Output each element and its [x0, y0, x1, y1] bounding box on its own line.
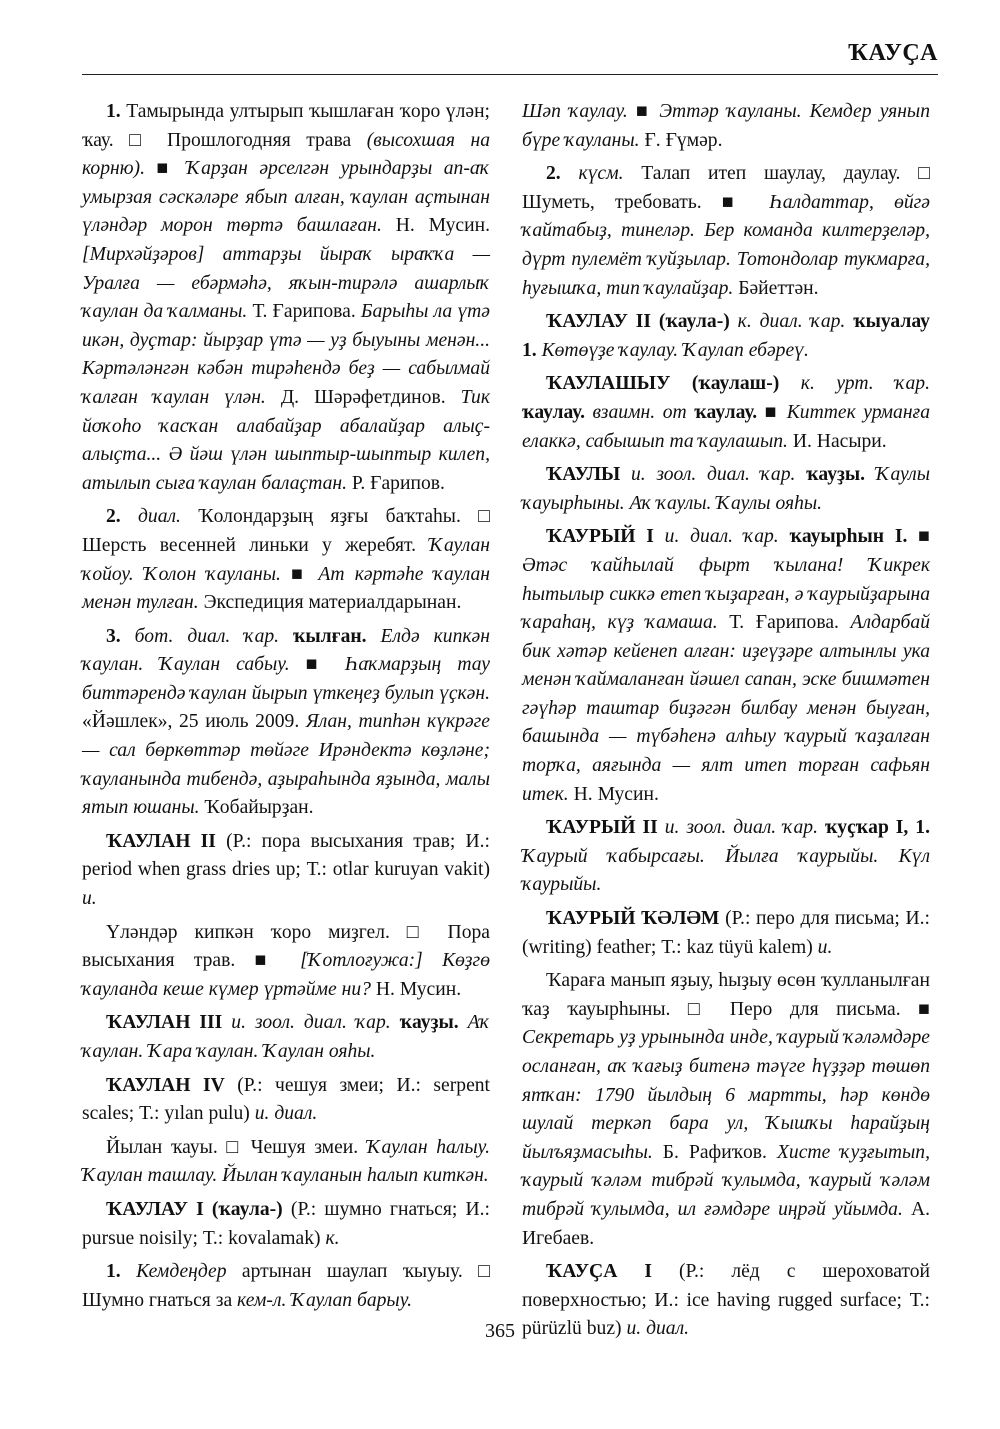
dictionary-entry: [82, 1072, 490, 1129]
definition-text: ■: [627, 101, 660, 122]
definition-text: [779, 526, 790, 547]
definition-text: [658, 817, 665, 838]
dictionary-entry: [522, 308, 930, 365]
headword: ҠАУЛАШЫУ (ҡаулаш-): [546, 373, 780, 395]
example-text: Хисте ҡуҙғытып, ҡаурый ҡәләм тибрәй ҡулымда, ҡаурый ҡәләм тибрәй ҡулымда, ил ғәмдәре иңрәй уйымда.: [522, 1141, 930, 1220]
definition-text: [620, 464, 631, 485]
headword: ҠАУҪА I: [546, 1261, 652, 1283]
dictionary-entry: [522, 98, 930, 155]
headword: ҠАУЛАН IV: [106, 1074, 225, 1096]
definition-text: Т. Ғарипова.: [717, 612, 851, 634]
definition-text: (Р.: пора высыхания трав; И.: period when grass dries up; Т.: otlar kuruyan vakit): [82, 830, 490, 881]
definition-text: [654, 526, 665, 547]
sense-number: 1.: [106, 101, 121, 122]
example-text: к.: [325, 1227, 340, 1249]
example-text: Аҡ ҡаулан. Ҡара ҡаулан. Ҡаулан ояһы.: [82, 1012, 490, 1062]
headword: ҠАУРЫЙ II: [546, 817, 658, 839]
dictionary-entry: [82, 1009, 490, 1066]
example-text: кем-л. Ҡаулап барыу.: [237, 1289, 413, 1311]
example-text: Ялан, типһән күкрәге — сал бөркөттәр төйәге Ирәндектә көҙләне; ҡауланында тибендә, аҙыраһында яҙында, малы ятып юшаны.: [82, 711, 491, 819]
definition-text: [121, 506, 138, 527]
definition-text: ■: [289, 654, 345, 676]
definition-text: [121, 1261, 136, 1282]
example-text: Һаҡмарҙың тау биттәрендә ҡаулан йырып үткеңеҙ булып үҫкән.: [82, 654, 490, 704]
definition-text: [121, 626, 135, 647]
example-text: Ҡаулы ҡауырһыны. Аҡ ҡаулы. Ҡаулы ояһы.: [522, 464, 930, 514]
example-text: Ҡаулан һалыу. Ҡаулан ташлау. Йылан ҡауланын һалып киткән.: [82, 1136, 490, 1187]
definition-text: И. Насыри.: [787, 430, 887, 452]
example-text: Кемдеңдер: [136, 1261, 227, 1283]
example-text: и. диал.: [254, 1103, 318, 1125]
definition-text: (Р.: шумно гнаться; И.: pursue noisily; Т.: kovalamak): [82, 1198, 490, 1249]
definition-text: [730, 311, 738, 332]
example-text: Тик йоҡоһо ҡасҡан алабайҙар абалайҙар алыҫ-алыҫта... Ә йәш үлән шыптыр-шыптыр килеп, атылып сыға ҡаулан балаҫтан.: [82, 386, 490, 494]
definition-text: [459, 1012, 468, 1033]
definition-text: [585, 402, 593, 423]
example-text: взаимн. от: [592, 401, 687, 423]
definition-text: [367, 626, 381, 647]
definition-text: [561, 163, 579, 184]
sense-number: 2.: [546, 163, 561, 185]
definition-text: Р. Ғарипов.: [347, 472, 445, 494]
example-text: к. диал. ҡар.: [737, 311, 846, 333]
example-text: (высохшая на корню).: [82, 129, 490, 180]
definition-text: (Р.: лёд с шероховатой поверхностью; И.: ice having rugged surface; Т.: pürüzlü buz): [522, 1261, 930, 1340]
definition-text: Н. Мусин.: [370, 978, 462, 1000]
definition-text: Талап итеп шаулау, даулау. □ Шуметь, требовать. ■: [522, 163, 930, 213]
headword: ҡыуалау 1.: [522, 311, 930, 361]
definition-text: Н. Мусин.: [381, 215, 490, 237]
sense-number: 1.: [106, 1261, 121, 1283]
example-text: [Ҡотлоғужа:] Көҙгө ҡауланда кеше күмер үртәйме ни?: [82, 950, 490, 1000]
dictionary-entry: [522, 814, 930, 900]
header-rule: [82, 74, 938, 75]
dictionary-entry: [82, 98, 490, 498]
page-number: 365: [485, 1320, 515, 1342]
example-text: к. урт. ҡар.: [800, 373, 930, 395]
definition-text: Т. Ғарипова.: [247, 301, 361, 323]
definition-text: ■: [907, 526, 931, 548]
example-text: и. диал. ҡар.: [664, 526, 779, 548]
example-text: Ат кәртәһе ҡаулан менән тулған.: [82, 563, 490, 614]
example-text: Әтәс ҡайһылай фырт ҡылана! Ҡикрек һытылыр сиккә етеп ҡыҙарған, ә ҡаурыйҙарына ҡараһаң, күҙ ҡамаша.: [522, 554, 930, 634]
definition-text: Үләндәр кипкән ҡоро миҙгел. □ Пора высыхания трав. ■: [82, 921, 490, 972]
example-text: күсм.: [578, 163, 624, 185]
dictionary-entry: [82, 1134, 490, 1191]
dictionary-entry: [522, 523, 930, 809]
headword: ҠАУЛАУ II (ҡаула-): [546, 311, 730, 333]
headword: ҠАУЛАУ I (ҡаула-): [106, 1198, 283, 1220]
sense-number: 2.: [106, 506, 121, 528]
definition-text: ■: [757, 401, 787, 423]
definition-text: Ғ. Ғүмәр.: [639, 129, 723, 151]
definition-text: ■: [280, 563, 319, 585]
example-text: и. зоол. диал. ҡар.: [231, 1012, 391, 1034]
headword: ҡаулау.: [694, 401, 758, 423]
definition-text: [795, 464, 806, 485]
dictionary-entry: [82, 1196, 490, 1253]
definition-text: Д. Шәрәфетдинов.: [265, 386, 461, 408]
example-text: бот. диал. ҡар.: [134, 625, 280, 647]
dictionary-entry: [82, 623, 490, 823]
example-text: Һалдаттар, өйгә ҡайтабыҙ, тинеләр. Бер команда килтерҙеләр, дүрт пулемёт ҡуйҙылар. Тотондолар тукмарға, һуғышҡа, тип ҡаулайҙар.: [522, 191, 931, 299]
definition-text: Тамырында ултырып ҡышлаған ҡоро үлән; ҡау. □ Прошлогодняя трава: [82, 101, 490, 151]
example-text: Эттәр ҡауланы. Кемдер уянып бүре ҡауланы.: [522, 101, 930, 151]
dictionary-entry: [522, 905, 930, 962]
dictionary-entry: [82, 828, 490, 914]
example-text: Ҡаулан ҡойоу. Ҡолон ҡауланы.: [82, 534, 490, 585]
definition-text: Н. Мусин.: [568, 783, 659, 805]
definition-text: [391, 1012, 400, 1033]
example-text: диал.: [138, 506, 181, 528]
example-text: Елдә кипкән ҡаулан. Ҡаулан сабыу.: [82, 625, 490, 676]
headword: ҠАУРЫЙ ҠӘЛӘМ: [546, 908, 720, 930]
example-text: и.: [817, 936, 833, 958]
example-text: и. зоол. диал. ҡар.: [664, 817, 818, 839]
definition-text: артынан шаулап ҡыуыу. □ Шумно гнаться за: [82, 1261, 490, 1311]
headword: ҡуҫҡар I, 1.: [824, 817, 930, 839]
headword: ҡауҙы.: [806, 464, 866, 486]
example-text: Секретарь уҙ урынында инде, ҡаурый ҡәләмдәре осланған, аҡ ҡағыҙ битенә тәүге һүҙҙәр төшөп ятҡан: 1790 йылдың 6 мартты, һәр көндө шулай теркәп бара ул, Ҡышҡы һарайҙың йылъяҙмасыһы.: [522, 1027, 930, 1163]
example-text: и. диал.: [626, 1318, 690, 1340]
headword: ҡылған.: [293, 625, 367, 647]
example-text: Ҡарҙан әрселгән урындарҙы ап-аҡ умырзая сәскәләре ябып алған, ҡаулан аҫтынан үләндәр морон төртә башлаған.: [82, 158, 490, 237]
example-text: Барыһы ла үтә икән, дуҫтар: йырҙар үтә — уҙ быуыны менән... Кәртәләнгән кәбән тирәһендә беҙ — сабылмай ҡалған ҡаулан үлән.: [82, 301, 490, 408]
definition-text: Ҡолондарҙың яҙғы баҡтаһы. □ Шерсть весенней линьки у жеребят.: [82, 506, 490, 556]
definition-text: [818, 817, 825, 838]
headword: ҠАУЛАН II: [106, 830, 216, 852]
sense-number: 3.: [106, 625, 121, 647]
headword: ҡауырһын I.: [789, 526, 908, 548]
definition-text: Б. Рафиҡов.: [652, 1141, 777, 1163]
definition-text: [222, 1012, 231, 1033]
example-text: и.: [82, 888, 97, 910]
dictionary-entry: [522, 160, 930, 303]
example-text: и. зоол. диал. ҡар.: [630, 464, 796, 486]
right-column: [522, 98, 930, 1349]
definition-text: ■: [144, 158, 187, 180]
running-head: ҠАУҪА: [848, 40, 938, 66]
headword: ҠАУРЫЙ I: [546, 526, 654, 548]
definition-text: А. Игебаев.: [522, 1198, 930, 1249]
definition-text: [779, 373, 801, 394]
dictionary-entry: [82, 1258, 490, 1315]
definition-text: [865, 464, 876, 485]
definition-text: [279, 626, 293, 647]
dictionary-entry: [522, 461, 930, 518]
definition-text: Ҡараға манып яҙыу, һыҙыу өсөн ҡулланылған ҡаҙ ҡауырһыны. □ Перо для письма. ■: [522, 970, 930, 1020]
example-text: Киттек урманға елаккә, сабышып та ҡаулашып.: [522, 401, 930, 452]
headword: ҡауҙы.: [399, 1012, 459, 1034]
example-text: Көтөүҙе ҡаулау. Ҡаулап ебәреү.: [541, 339, 809, 361]
definition-text: Бәйеттән.: [733, 277, 819, 299]
dictionary-entry: [522, 370, 930, 456]
example-text: [Мирхәйҙәров] аттарҙы йыраҡ ыраҡҡа — Уралға — ебәрмәһә, яҡын-тирәлә ашарлыҡ ҡаулан да ҡалманы.: [82, 243, 490, 323]
definition-text: (Р.: перо для письма; И.: (writing) feather; Т.: kaz tüyü kalem): [522, 908, 931, 958]
headword: ҠАУЛАН III: [106, 1012, 223, 1034]
left-column: [82, 98, 490, 1320]
headword: ҡаулау.: [522, 401, 585, 423]
definition-text: Экспедиция материалдарынан.: [198, 592, 462, 614]
headword: ҠАУЛЫ: [546, 464, 621, 486]
definition-text: Йылан ҡауы. □ Чешуя змеи.: [106, 1136, 367, 1158]
example-text: Алдарбай бик хәтәр кейенеп алған: иҙеүҙәре алтынлы ука менән ҡаймаланған йәшел сапан, эске бишмәтен гәүһәр таштар биҙәгән билбау менән быуған, башында — түбәһенә алһыу ҡаурый ҡаҙалған торҡа, аяғында — ялт итеп торған сафьян итек.: [522, 612, 930, 805]
definition-text: (Р.: чешуя змеи; И.: serpent scales; Т.: yılan pulu): [82, 1074, 491, 1125]
definition-text: Ҡобайырҙан.: [199, 797, 314, 819]
definition-text: «Йәшлек», 25 июль 2009.: [82, 711, 306, 733]
example-text: Ҡаурый ҡабырсағы. Йылға ҡаурыйы. Күл ҡаурыйы.: [522, 845, 930, 896]
example-text: Шәп ҡаулау.: [522, 101, 628, 122]
dictionary-entry: [82, 919, 490, 1005]
dictionary-entry: [522, 967, 930, 1253]
dictionary-entry: [82, 503, 490, 617]
